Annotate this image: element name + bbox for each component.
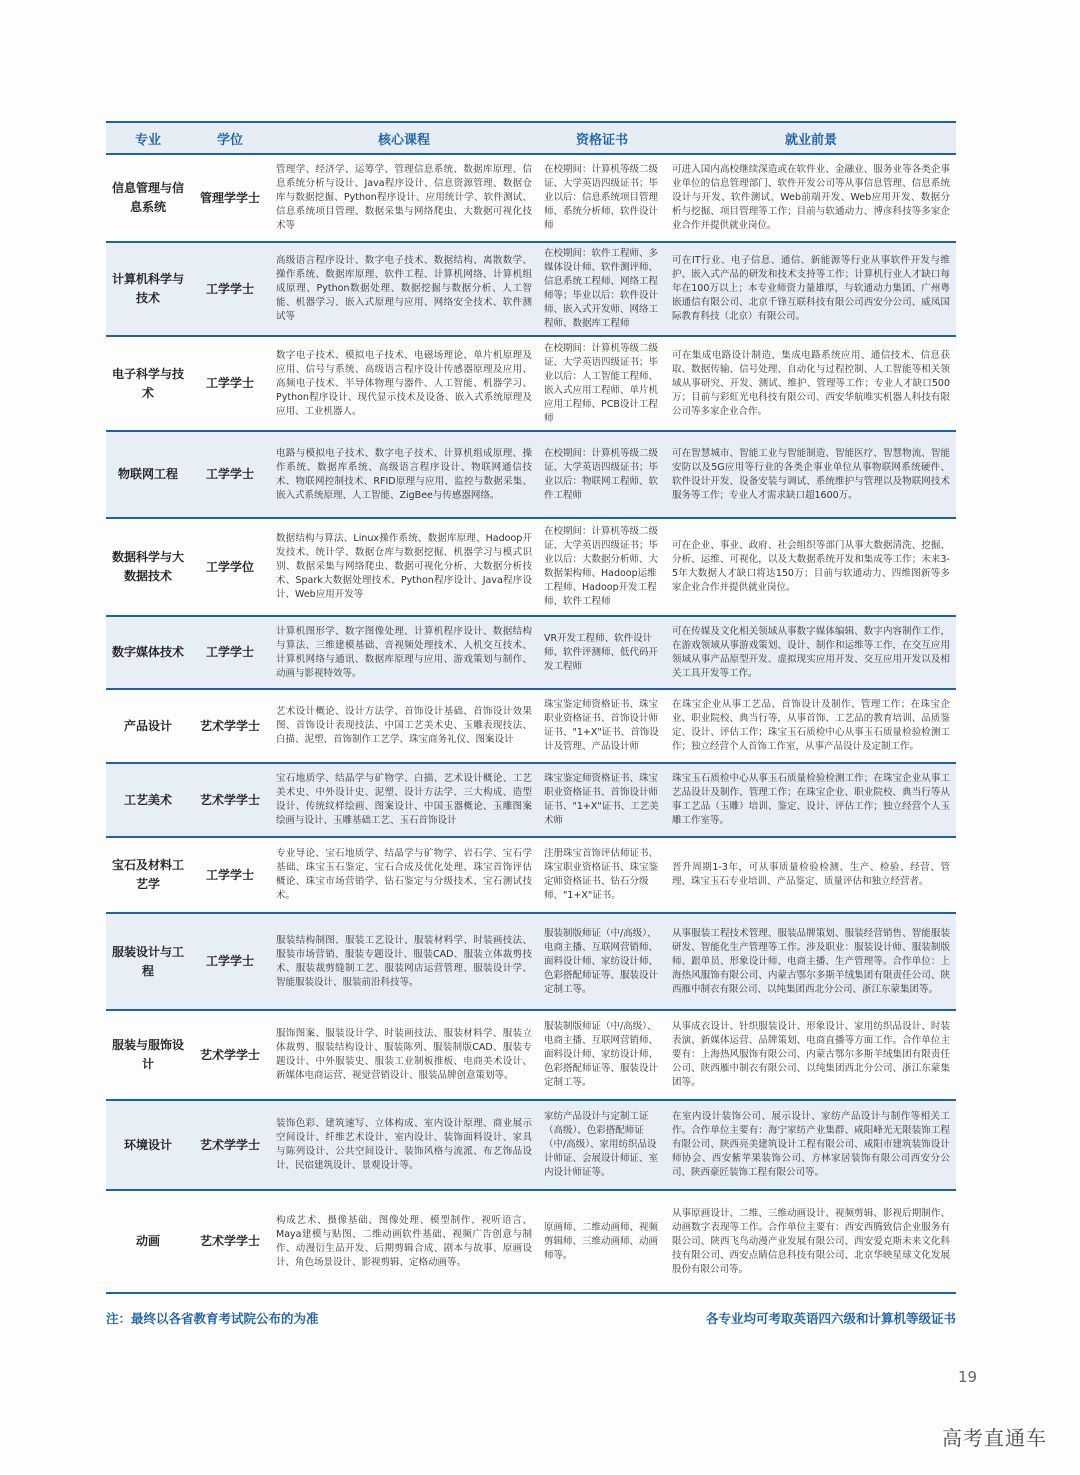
- table-row: [106, 336, 956, 431]
- career-cell: 可在集成电路设计制造、集成电路系统应用、通信技术、信息获取、数据传输、信号处理、自动化与过程控制、人工智能等相关领域从事研究、开发、测试、维护、管理等工作；专业人才缺口500万；目前与彩虹光电科技有限公司、西安华航唯实机器人科技有限公司等多家企业合作。: [666, 336, 956, 431]
- courses-cell: 计算机图形学、数字图像处理、计算机程序设计、数据结构与算法、三维建模基础、音视频处理技术、人机交互技术、计算机网络与通讯、数据库原理与应用、游戏策划与制作、动画与影视特效等。: [270, 616, 538, 689]
- watermark-text: 高考直通车: [942, 1426, 1047, 1450]
- degree-cell: 工学学士: [190, 431, 270, 518]
- degree-cell: 工学学士: [190, 837, 270, 913]
- certificates-cell: 在校期间：计算机等级二级证、大学英语四级证书；毕业以后：大数据分析师、大数据架构师、Hadoop运维工程师、Hadoop开发工程师、软件工程师: [538, 518, 666, 616]
- major-name: 环境设计: [123, 1137, 172, 1152]
- career-cell: 从事原画设计、二维、三维动画设计、视频剪辑、影视后期制作、动画数字表现等工作。合作单位主要有：西安西腾致信企业服务有限公司、陕西飞鸟动漫产业发展有限公司、西安爱克斯未来文化科技有限公司、西安点睛信息科技有限公司、北京华映星球文化发展股份有限公司等。: [666, 1190, 956, 1293]
- career-cell: 珠宝玉石质检中心从事玉石质量检验检测工作；在珠宝企业从事工艺品设计及制作、管理工作；在珠宝企业、职业院校、典当行等从事工艺品（玉雕）培训、鉴定、设计、评估工作；独立经营个人玉雕工作室等。: [666, 763, 956, 837]
- table-row: [106, 763, 956, 837]
- degree-cell: 艺术学学士: [190, 1190, 270, 1293]
- certificates-cell: 服装制版师证（中/高级）、电商主播、互联网营销师、面料设计师、家纺设计师、色彩搭配师证等、服装设计定制工等。: [538, 1010, 666, 1100]
- major-name: 信息管理与信息系统: [112, 181, 185, 214]
- courses-cell: 服饰图案、服装设计学、时装画技法、服装材料学、服装立体裁剪、服装结构设计、服装陈列、服装制版CAD、服装专题设计、中外服装史、服装工业制板推板、电商美术设计、新媒体电商运营、视觉营销设计、服装品牌创意策划等。: [270, 1010, 538, 1100]
- certificates-cell: 在校期间：软件工程师、多媒体设计师、软件测评师、信息系统工程师、网络工程师等；毕业以后：软件设计师、嵌入式开发师、网络工程师、数据库工程师: [538, 242, 666, 336]
- degree-cell: 艺术学学士: [190, 763, 270, 837]
- degree-cell: 工学学士: [190, 616, 270, 689]
- table-row: [106, 913, 956, 1010]
- career-cell: 从事成衣设计、针织服装设计、形象设计、家用纺织品设计、时装表演、新媒体运营、品牌策划、电商直播等方面工作。合作单位主要有：上海热风服饰有限公司、内蒙古鄂尔多斯羊绒集团有限责任公司、陕西雁中制衣有限公司、以纯集团西北分公司、浙江东蒙集团等。: [666, 1010, 956, 1100]
- major-cell: [106, 431, 190, 518]
- major-cell: [106, 336, 190, 431]
- courses-cell: 数字电子技术、模拟电子技术、电磁场理论、单片机原理及应用、信号与系统、高级语言程序设计传感器原理及应用、高频电子技术、半导体物理与器件、人工智能、机器学习、Python程序设计、现代显示技术及设备、嵌入式系统原理及应用、工业机器人。: [270, 336, 538, 431]
- header-major: 专业: [106, 122, 190, 154]
- table-row: [106, 1190, 956, 1293]
- major-cell: [106, 1190, 190, 1293]
- courses-cell: 装饰色彩、建筑速写、立体构成、室内设计原理、商业展示空间设计、纤维艺术设计、室内设计、装饰面料设计、家具与陈列设计、公共空间设计、装饰风格与流派、布艺饰品设计、民宿建筑设计、景观设计等。: [270, 1100, 538, 1190]
- table-row: [106, 616, 956, 689]
- courses-cell: 宝石地质学、结晶学与矿物学、白描、艺术设计概论、工艺美术史、中外设计史、泥塑、设计方法学、三大构成、造型设计、传统纹样绘画、图案设计、中国玉器概论、玉雕图案绘画与设计、玉雕基础工艺、玉石首饰设计: [270, 763, 538, 837]
- table-row: [106, 689, 956, 763]
- career-cell: 在珠宝企业从事工艺品、首饰设计及制作、管理工作；在珠宝企业、职业院校、典当行等，从事首饰、工艺品的教育培训、品质鉴定、设计、评估工作；珠宝玉石质检中心从事玉石质量检验检测工作；独立经营个人首饰工作室，从事产品设计及定制工作。: [666, 689, 956, 763]
- majors-table: [106, 121, 956, 1294]
- major-name: 计算机科学与技术: [112, 272, 185, 305]
- footnote-left: 注：最终以各省教育考试院公布的为准: [106, 1311, 319, 1326]
- degree-cell: 工学学位: [190, 518, 270, 616]
- degree-cell: 艺术学学士: [190, 1010, 270, 1100]
- major-name: 宝石及材料工艺学: [112, 858, 185, 891]
- certificates-cell: 原画师、二维动画师、视频剪辑师、三维动画师、动画师等。: [538, 1190, 666, 1293]
- major-name: 电子科学与技术: [112, 366, 185, 400]
- degree-cell: 工学学士: [190, 242, 270, 336]
- table-row: [106, 1010, 956, 1100]
- degree-cell: 艺术学学士: [190, 1100, 270, 1190]
- major-cell: [106, 1010, 190, 1100]
- major-cell: [106, 518, 190, 616]
- certificates-cell: 珠宝鉴定师资格证书、珠宝职业资格证书、首饰设计师证书、"1+X"证书、首饰设计及管理、产品设计师: [538, 689, 666, 763]
- courses-cell: 艺术设计概论、设计方法学、首饰设计基础、首饰设计效果图、首饰设计表现技法、中国工艺美术史、玉雕表现技法、白描、泥塑、首饰制作工艺学、珠宝商务礼仪、图案设计: [270, 689, 538, 763]
- career-cell: 在室内设计装饰公司、展示设计、家纺产品设计与制作等相关工作。合作单位主要有：海宁家纺产业集群、咸阳峰光无限装饰工程有限公司、陕西亮美建筑设计工程有限公司、咸阳市建筑装饰设计师协会、西安紫苹果装饰公司、方林家居装饰有限公司西安分公司、陕西豪匠装饰工程有限公司等。: [666, 1100, 956, 1190]
- career-cell: 可在智慧城市、智能工业与智能制造、智能医疗、智慧物流、智能安防以及5G应用等行业的各类企事业单位从事物联网系统硬件、软件设计开发、设备安装与调试、系统维护与管理以及物联网技术服务等工作；专业人才需求缺口超1600万。: [666, 431, 956, 518]
- certificates-cell: 在校期间：计算机等级二级证、大学英语四级证书；毕业以后：信息系统项目管理师、系统分析师、软件设计师: [538, 154, 666, 242]
- career-cell: 可在传媒及文化相关领域从事数字媒体编辑、数字内容制作工作，在游戏领域从事游戏策划、设计、制作和运维等工作，在交互应用领域从事产品原型开发、虚拟现实应用开发、交互应用开发以及相关工具开发等工作。: [666, 616, 956, 689]
- major-cell: [106, 154, 190, 242]
- table-header-row: [106, 122, 956, 154]
- header-degree: 学位: [190, 122, 270, 154]
- footnote-right: 各专业均可考取英语四六级和计算机等级证书: [705, 1311, 956, 1326]
- courses-cell: 专业导论、宝石地质学、结晶学与矿物学、岩石学、宝石学基础、珠宝玉石鉴定、宝石合成及优化处理、珠宝首饰评估概论、珠宝市场营销学、钻石鉴定与分级技术、宝石测试技术。: [270, 837, 538, 913]
- courses-cell: 高级语言程序设计、数字电子技术、数据结构、离散数学、操作系统、数据库原理、软件工程、计算机网络、计算机组成原理、Python数据处理、数据挖掘与数据分析、人工智能、机器学习、嵌入式原理与应用、网络安全技术、软件测试等: [270, 242, 538, 336]
- courses-cell: 电路与模拟电子技术、数字电子技术、计算机组成原理、操作系统、数据库系统、高级语言程序设计、物联网通信技术、物联网控制技术、RFID原理与应用、监控与数据采集、嵌入式系统原理、人工智能、ZigBee与传感器网络。: [270, 431, 538, 518]
- major-cell: [106, 837, 190, 913]
- certificates-cell: 注册珠宝首饰评估师证书、珠宝职业资格证书、珠宝鉴定师资格证书、钻石分级师、"1+X"证书。: [538, 837, 666, 913]
- major-name: 数据科学与大数据技术: [112, 550, 185, 583]
- table-row: [106, 431, 956, 518]
- certificates-cell: VR开发工程师、软件设计师、软件评测师、低代码开发工程师: [538, 616, 666, 689]
- courses-cell: 数据结构与算法、Linux操作系统、数据库原理、Hadoop开发技术、统计学、数据仓库与数据挖掘、机器学习与模式识别、数据采集与网络爬虫、数据可视化分析、大数据分析技术、Spark大数据处理技术、Python程序设计、Java程序设计、Web应用开发等: [270, 518, 538, 616]
- degree-cell: 工学学士: [190, 336, 270, 431]
- courses-cell: 管理学、经济学、运筹学、管理信息系统、数据库原理、信息系统分析与设计、Java程序设计、信息资源管理、数据仓库与数据挖掘、Python程序设计、应用统计学、软件测试、信息系统项目管理、数据采集与网络爬虫、大数据可视化技术等: [270, 154, 538, 242]
- header-courses: 核心课程: [270, 122, 538, 154]
- degree-cell: 艺术学学士: [190, 689, 270, 763]
- degree-cell: 管理学学士: [190, 154, 270, 242]
- career-cell: 晋升周期1-3年，可从事质量检验检测、生产、检验、经营、管理、珠宝玉石专业培训、产品鉴定、质量评估和独立经营者。: [666, 837, 956, 913]
- major-name: 服装设计与工程: [112, 944, 185, 978]
- table-row: [106, 242, 956, 336]
- courses-cell: 服装结构制图、服装工艺设计、服装材料学、时装画技法、服装市场营销、服装专题设计、服装CAD、服装立体裁剪技术、服装裁剪缝制工艺、服装网店运营管理、服装设计学、智能服装设计、服装前沿科技等。: [270, 913, 538, 1010]
- career-cell: 从事服装工程技术管理、服装品牌策划、服装经营销售、智能服装研发、智能化生产管理等工作。涉及职业：服装设计师、服装制版师、跟单员、形象设计师、电商主播、生产管理等。合作单位：上海热风服饰有限公司、内蒙古鄂尔多斯羊绒集团有限责任公司、陕西雁中制衣有限公司、以纯集团西北分公司、浙江东蒙集团等。: [666, 913, 956, 1010]
- major-name: 动画: [135, 1234, 160, 1248]
- table-row: [106, 837, 956, 913]
- header-certs: 资格证书: [538, 122, 666, 154]
- major-cell: [106, 763, 190, 837]
- table-row: [106, 1100, 956, 1190]
- major-cell: [106, 1100, 190, 1190]
- career-cell: 可在IT行业、电子信息、通信、新能源等行业从事软件开发与维护、嵌入式产品的研发和技术支持等工作；计算机行业人才缺口每年在100万以上；本专业师资力量雄厚，与软通动力集团、广州粤嵌通信有限公司、北京千锋互联科技有限公司西安分公司、威凤国际教育科技（北京）有限公司。: [666, 242, 956, 336]
- table-row: [106, 154, 956, 242]
- major-name: 产品设计: [123, 718, 172, 733]
- major-name: 物联网工程: [117, 467, 178, 481]
- certificates-cell: 珠宝鉴定师资格证书、珠宝职业资格证书、首饰设计师证书、"1+X"证书、工艺美术师: [538, 763, 666, 837]
- certificates-cell: 服装制版师证（中/高级）、电商主播、互联网营销师、面料设计师、家纺设计师、色彩搭配师证等、服装设计定制工等。: [538, 913, 666, 1010]
- major-cell: [106, 913, 190, 1010]
- certificates-cell: 在校期间：计算机等级二级证、大学英语四级证书；毕业以后：物联网工程师、软件工程师: [538, 431, 666, 518]
- certificates-cell: 在校期间：计算机等级二级证、大学英语四级证书；毕业以后：人工智能工程师、嵌入式应用工程师、单片机应用工程师、PCB设计工程师: [538, 336, 666, 431]
- courses-cell: 构成艺术、摄像基础、图像处理、模型制作、视听语言、Maya建模与贴图、二维动画软件基础、视频广告创意与制作、动漫衍生品开发、后期剪辑合成、剧本与故事、原画设计、角色场景设计、影视剪辑、定格动画等。: [270, 1190, 538, 1293]
- major-cell: [106, 242, 190, 336]
- page-number: 19: [958, 1368, 978, 1386]
- table-row: [106, 518, 956, 616]
- major-cell: [106, 616, 190, 689]
- degree-cell: 工学学士: [190, 913, 270, 1010]
- header-career: 就业前景: [666, 122, 956, 154]
- major-name: 数字媒体技术: [112, 645, 185, 659]
- major-cell: [106, 689, 190, 763]
- major-name: 服装与服饰设计: [112, 1038, 185, 1071]
- career-cell: 可在企业、事业、政府、社会组织等部门从事大数据清洗、挖掘、分析、运维、可视化，以及大数据系统开发和集成等工作；未来3-5年大数据人才缺口将达150万；目前与软通动力、四维图新等多家企业合作并提供就业岗位。: [666, 518, 956, 616]
- career-cell: 可进入国内高校继续深造或在软件业、金融业、服务业等各类企事业单位的信息管理部门、软件开发公司等从事信息管理、信息系统设计与开发、软件测试、Web前端开发、Web应用开发、数据分析与挖掘、项目管理等工作；目前与软通动力、博彦科技等多家企业合作并提供就业岗位。: [666, 154, 956, 242]
- certificates-cell: 家纺产品设计与定制工证（高级）、色彩搭配师证（中/高级）、家用纺织品设计师证、会展设计师证、室内设计师证等。: [538, 1100, 666, 1190]
- major-name: 工艺美术: [123, 792, 172, 807]
